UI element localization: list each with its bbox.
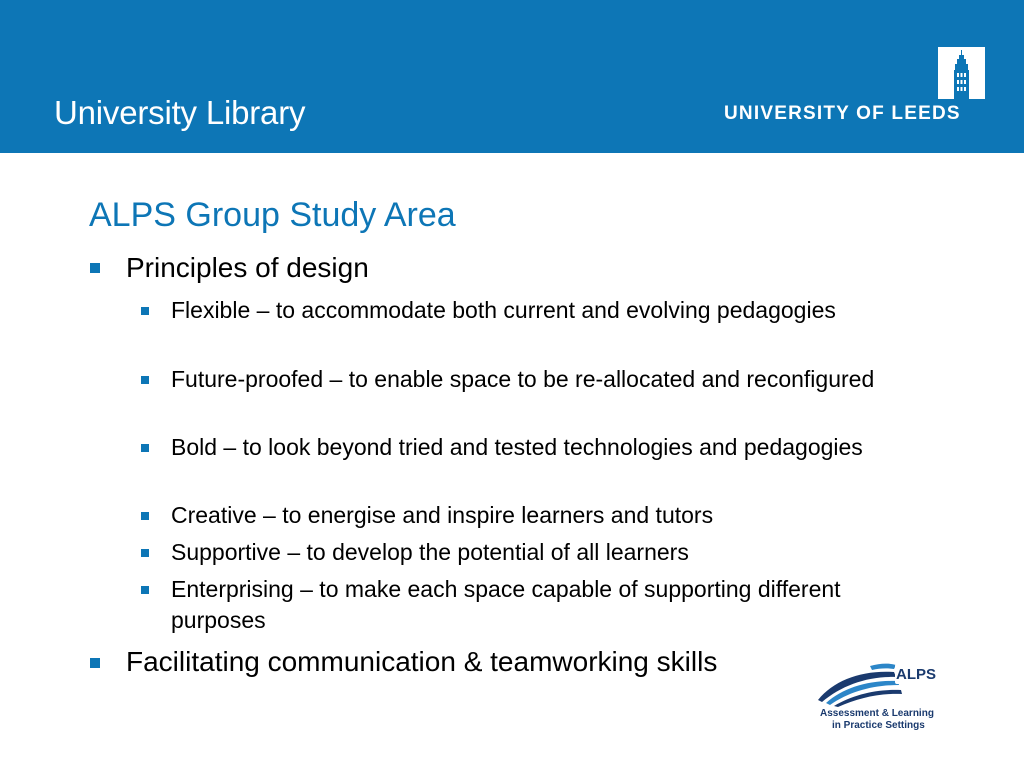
sub-bullet-enterprising: Enterprising – to make each space capable of supporting different purposes (171, 576, 841, 633)
bullet-facilitating: Facilitating communication & teamworking skills (126, 646, 718, 677)
sub-bullet-future-proofed: Future-proofed – to enable space to be re-allocated and reconfigured (171, 366, 875, 392)
sub-bullet-bold: Bold – to look beyond tried and tested technologies and pedagogies (171, 434, 863, 460)
sub-bullet-flexible: Flexible – to accommodate both current and evolving pedagogies (171, 297, 836, 323)
header-title: University Library (54, 94, 306, 131)
alps-logo-line1: Assessment & Learning (820, 708, 934, 719)
sub-bullet-marker (141, 376, 149, 384)
sub-bullet-marker (141, 586, 149, 594)
university-name: UNIVERSITY OF LEEDS (724, 103, 961, 124)
slide-title: ALPS Group Study Area (89, 196, 456, 234)
sub-bullet-marker (141, 444, 149, 452)
bullet-marker (90, 658, 100, 668)
sub-bullet-supportive: Supportive – to develop the potential of all learners (171, 539, 689, 565)
alps-logo-line2: in Practice Settings (832, 720, 925, 731)
alps-logo-name: ALPS (896, 666, 937, 683)
sub-bullet-marker (141, 549, 149, 557)
bullet-marker (90, 263, 100, 273)
sub-bullet-marker (141, 512, 149, 520)
sub-bullet-creative: Creative – to energise and inspire learners and tutors (171, 502, 714, 528)
sub-bullet-marker (141, 307, 149, 315)
bullet-principles: Principles of design (126, 252, 369, 283)
